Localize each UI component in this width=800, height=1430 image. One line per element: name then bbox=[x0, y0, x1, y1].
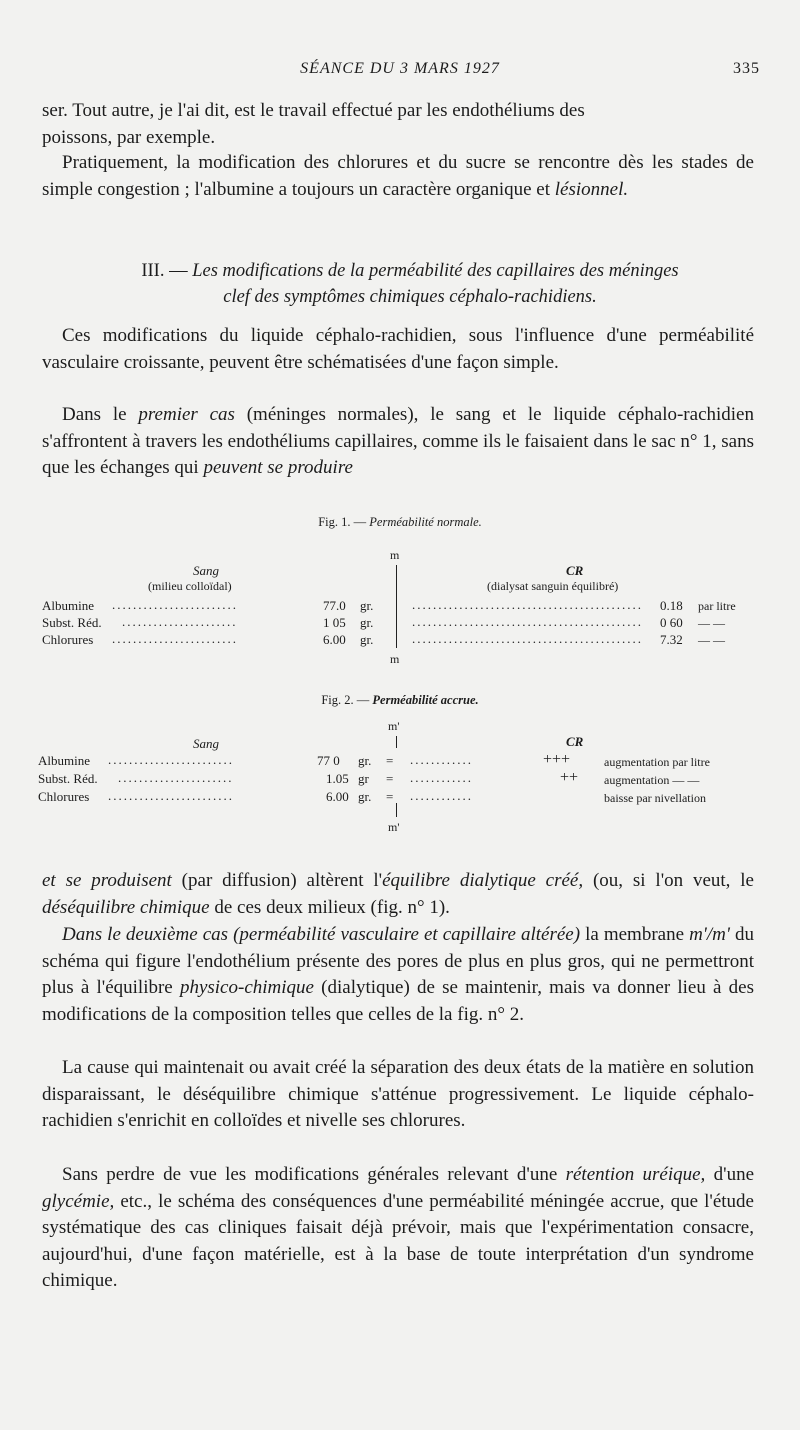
fig2-separator: = bbox=[386, 753, 394, 768]
fig2-separator: = bbox=[386, 771, 394, 786]
fig1-sang-value: 6.00 bbox=[323, 632, 346, 647]
fig2-sang-value: 6.00 bbox=[326, 789, 349, 804]
figure-2-caption: Fig. 2. — Perméabilité accrue. bbox=[321, 693, 479, 707]
fig1-sang-subheading: (milieu colloïdal) bbox=[148, 579, 232, 593]
fig1-cr-note: — — bbox=[698, 616, 725, 630]
fig2-sang-heading: Sang bbox=[193, 736, 219, 751]
paragraph-7: La cause qui maintenait ou avait créé la séparation des deux états de la matière en solution disparaissant, le déséquilibre chimique s'atténue progressivement. Le liquide céphalo-rachidien s'enrichit en colloïdes et nivelle ses chlorures. bbox=[42, 1057, 754, 1131]
paragraph-6: Dans le deuxième cas (perméabilité vasculaire et capillaire altérée) la membrane m'/m' du schéma qui figure l'endothélium présente des pores de plus en plus gros, qui ne permettront plus à l'équilibre physico-chimique (dialytique) de se maintenir, mais va donner lieu à des modifications de la composition telles que celles de la fig. n° 2. bbox=[42, 924, 754, 1025]
fig1-row-label: Chlorures bbox=[42, 632, 94, 647]
paragraph-5: et se produisent (par diffusion) altèrent l'équilibre dialytique créé, (ou, si l'on veut, le déséquilibre chimique de ces deux milieux (fig. n° 1). bbox=[42, 870, 754, 918]
fig1-cr-value: 0 60 bbox=[660, 615, 683, 630]
membrane-line bbox=[396, 803, 397, 817]
fig2-sang-value: 77 0 bbox=[317, 753, 340, 768]
figure-1-caption: Fig. 1. — Perméabilité normale. bbox=[318, 515, 482, 529]
running-title: SÉANCE DU 3 MARS 1927 bbox=[300, 60, 500, 77]
fig2-cr-note: baisse par nivellation bbox=[604, 791, 706, 805]
fig2-cr-value: ++ bbox=[560, 769, 579, 786]
fig2-sang-value: 1.05 bbox=[326, 771, 349, 786]
fig1-cr-note: — — bbox=[698, 633, 725, 647]
page-number: 335 bbox=[733, 60, 760, 77]
fig1-sang-value: 77.0 bbox=[323, 598, 346, 613]
fig1-unit: gr. bbox=[360, 632, 374, 647]
section-number: III. — bbox=[141, 261, 193, 281]
paragraph-3: Ces modifications du liquide céphalo-rachidien, sous l'influence d'une perméabilité vasculaire croissante, peuvent être schématisées d'une façon simple. bbox=[42, 325, 754, 373]
fig2-cr-heading: CR bbox=[566, 734, 584, 749]
document-page: SÉANCE DU 3 MARS 1927 335 ser. Tout autre, je l'ai dit, est le travail effectué par les endothéliums des poissons, par exemple. Pratiquement, la modification des chlorures et du sucre se rencontre dès les stades de simple congestion ; l'albumine a toujours un caractère organique et lésionnel. III. — Les modifications de la perméabilité des capillaires des méninges clef des symptômes chimiques céphalo-rachidiens. Ces modifications du liquide céphalo-rachidien, sous l'influence d'une perméabilité vasculaire croissante, peuvent être schématisées d'une façon simple. Dans le premier cas (méninges normales), le sang et le liquide céphalo-rachidien s'affrontent à travers les endothéliums capillaires, comme ils le faisaient dans le sac n° 1, sans que les échanges qui peuvent se produire Fig. 1. — Perméabilité normale. m m Sang (milieu colloïdal) CR (dialysat sanguin équilibré) Albumine ........................ 77.0 gr. ............................................ 0.18 par litre Subst. Réd. ...................... 1 05 gr. ............................................ 0 60 — — Chlorures ........................ 6.00 gr. ............................................ 7.32 — — Fig. 2. — Perméabilité accrue. m' m' Sang CR Albumine ........................ 77 0 gr. = ............ +++ augmentation par litre Subst. Réd. ...................... 1.05 gr = ............ ++ augmentation — — Chlorures ........................ 6.00 gr. = ............ baisse par nivellation et se produisent (par diffusion) altèrent l'équilibre dialytique créé, (ou, si l'on veut, le déséquilibre chimique de ces deux milieux (fig. n° 1). Dans le deuxième cas (perméabilité vasculaire et capillaire altérée) la membrane m'/m' du schéma qui figure l'endothélium présente des pores de plus en plus gros, qui ne permettront plus à l'équilibre physico-chimique (dialytique) de se maintenir, mais va donner lieu à des modifications de la composition telles que celles de la fig. n° 2. La cause qui maintenait ou avait créé la séparation des deux états de la matière en solution disparaissant, le déséquilibre chimique s'atténue progressivement. Le liquide céphalo-rachidien s'enrichit en colloïdes et nivelle ses chlorures. Sans perdre de vue les modifications générales relevant d'une rétention uréique, d'une glycémie, etc., le schéma des conséquences d'une perméabilité méningée accrue, que l'étude systématique des cas cliniques faisait déjà prévoir, mais que l'expérimentation consacre, aujourd'hui, d'une façon matérielle, est à la base de toute interprétation d'un syndrome chimique. bbox=[0, 0, 800, 1430]
fig1-cr-value: 7.32 bbox=[660, 632, 683, 647]
membrane-line bbox=[396, 565, 397, 648]
paragraph-8: Sans perdre de vue les modifications générales relevant d'une rétention uréique, d'une glycémie, etc., le schéma des conséquences d'une perméabilité méningée accrue, que l'étude systématique des cas cliniques faisait déjà prévoir, mais que l'expérimentation consacre, aujourd'hui, d'une façon matérielle, est à la base de toute interprétation d'un syndrome chimique. bbox=[42, 1164, 754, 1291]
fig1-sang-heading: Sang bbox=[193, 563, 219, 578]
paragraph-1: ser. Tout autre, je l'ai dit, est le travail effectué par les endothéliums des poissons, par exemple. bbox=[42, 100, 585, 148]
membrane-label-top: m bbox=[390, 548, 400, 562]
fig1-unit: gr. bbox=[360, 615, 374, 630]
fig1-sang-value: 1 05 bbox=[323, 615, 346, 630]
fig1-cr-heading: CR bbox=[566, 563, 584, 578]
page-header bbox=[40, 60, 760, 82]
membrane-line bbox=[396, 736, 397, 748]
fig1-row-label: Albumine bbox=[42, 598, 94, 613]
fig1-cr-subheading: (dialysat sanguin équilibré) bbox=[487, 579, 619, 593]
fig2-row-label: Subst. Réd. bbox=[38, 771, 98, 786]
fig1-row-label: Subst. Réd. bbox=[42, 615, 102, 630]
section-title-line-2: clef des symptômes chimiques céphalo-rachidiens. bbox=[223, 287, 597, 307]
fig2-unit: gr. bbox=[358, 753, 372, 768]
membrane-label-top: m' bbox=[388, 719, 400, 733]
membrane-label-bottom: m' bbox=[388, 820, 400, 834]
membrane-label-bottom: m bbox=[390, 652, 400, 666]
fig1-unit: gr. bbox=[360, 598, 374, 613]
fig2-cr-note: augmentation — — bbox=[604, 773, 700, 787]
fig2-unit: gr. bbox=[358, 789, 372, 804]
fig1-cr-note: par litre bbox=[698, 599, 736, 613]
fig2-row-label: Albumine bbox=[38, 753, 90, 768]
fig2-separator: = bbox=[386, 789, 394, 804]
fig2-cr-note: augmentation par litre bbox=[604, 755, 710, 769]
paragraph-2: Pratiquement, la modification des chlorures et du sucre se rencontre dès les stades de simple congestion ; l'albumine a toujours un caractère organique et lésionnel. bbox=[42, 152, 754, 200]
fig2-row-label: Chlorures bbox=[38, 789, 90, 804]
paragraph-4: Dans le premier cas (méninges normales), le sang et le liquide céphalo-rachidien s'affrontent à travers les endothéliums capillaires, comme ils le faisaient dans le sac n° 1, sans que les échanges qui peuvent se produire bbox=[42, 404, 754, 478]
section-heading bbox=[60, 258, 760, 310]
fig2-cr-value: +++ bbox=[543, 751, 571, 768]
fig1-cr-value: 0.18 bbox=[660, 598, 683, 613]
section-title-line-1: Les modifications de la perméabilité des capillaires des méninges bbox=[192, 261, 679, 281]
fig2-unit: gr bbox=[358, 771, 369, 786]
